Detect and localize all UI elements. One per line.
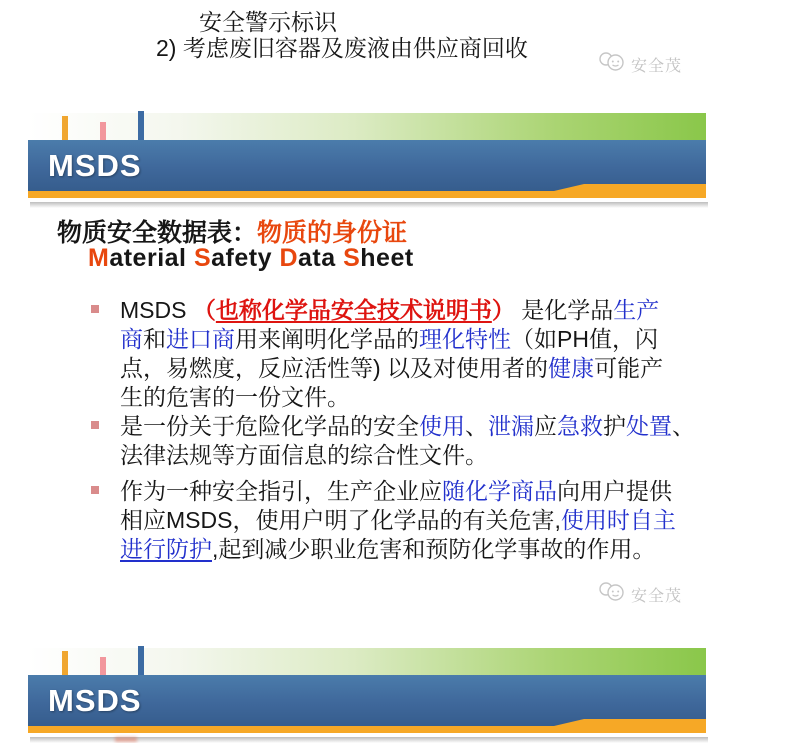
- prev-slide-text-line: 2) 考虑废旧容器及废液由供应商回收: [156, 35, 528, 61]
- text-segment: ata: [298, 244, 344, 272]
- text-segment: 生产: [613, 297, 660, 323]
- text-segment: M: [88, 244, 110, 272]
- text-segment: 可能产: [594, 355, 664, 381]
- chat-bubbles-logo-icon: [598, 581, 625, 607]
- text-segment: 生的危害的一份文件。: [120, 384, 350, 410]
- bullet-text-line: [120, 325, 663, 354]
- text-segment: 、: [465, 413, 488, 439]
- bullet-text-line: [120, 441, 695, 470]
- text-segment: 使用: [419, 413, 465, 439]
- slide-heading-en: [88, 244, 414, 273]
- text-segment: 相应MSDS，使用户明了化学品的有关危害,: [120, 507, 561, 533]
- watermark: [598, 581, 682, 607]
- bullet-text-line: [120, 296, 663, 325]
- text-segment: 进口商: [166, 326, 235, 352]
- text-segment: afety: [211, 244, 280, 272]
- text-segment: aterial: [109, 244, 194, 272]
- chat-bubbles-logo-icon: [598, 51, 625, 77]
- bullet-square-icon: [91, 421, 99, 429]
- text-segment: 泄漏: [488, 413, 534, 439]
- text-segment: 作为一种安全指引，生产企业应: [120, 478, 442, 504]
- orange-ribbon: [28, 717, 706, 737]
- accent-bar-pink: [100, 657, 106, 676]
- text-segment: 法律法规等方面信息的综合性文件。: [120, 442, 488, 468]
- text-segment: 进行防护: [120, 536, 212, 562]
- text-segment: 应: [534, 413, 557, 439]
- bullet-text-line: [120, 354, 663, 383]
- accent-bar-yellow: [62, 651, 68, 676]
- banner-shadow: [30, 202, 708, 208]
- text-segment: heet: [360, 244, 414, 272]
- text-segment: 使用时自主: [560, 507, 676, 533]
- bullet-text-line: [120, 477, 676, 506]
- text-segment: （如PH值，闪: [511, 326, 658, 352]
- text-segment: （: [192, 297, 216, 323]
- text-segment: 理化特性: [419, 326, 511, 352]
- bullet-text-line: [120, 535, 676, 564]
- text-segment: 和: [143, 326, 166, 352]
- green-gradient-strip: [28, 113, 706, 141]
- accent-bar-blue: [138, 646, 144, 676]
- text-segment: 也称化学品安全技术说明书: [215, 297, 492, 323]
- bullet-text-line: [120, 506, 676, 535]
- text-segment: 健康: [548, 355, 595, 381]
- watermark: [598, 51, 682, 77]
- accent-bar-blue: [138, 111, 144, 141]
- text-segment: D: [279, 244, 298, 272]
- text-segment: 物质安全数据表：: [57, 219, 258, 247]
- accent-bar-pink: [100, 122, 106, 141]
- bullet-text-line: [120, 412, 695, 441]
- text-segment: ）: [491, 297, 515, 323]
- prev-slide-text-line: 安全警示标识: [199, 9, 337, 35]
- text-segment: 随化学商品: [442, 478, 557, 504]
- bullet-item: [120, 412, 695, 470]
- text-segment: 商: [120, 326, 143, 352]
- orange-ribbon: [28, 182, 706, 202]
- banner-title: MSDS: [48, 148, 142, 183]
- bullet-square-icon: [91, 486, 99, 494]
- text-segment: S: [193, 244, 212, 272]
- text-segment: 是化学品: [514, 297, 614, 323]
- bullet-item: [120, 296, 663, 412]
- text-segment: 点，易燃度，反应活性等) 以及对使用者的: [120, 355, 549, 381]
- slide-header-banner: [28, 643, 706, 743]
- watermark-label: 安全茂: [631, 57, 683, 75]
- text-segment: S: [343, 244, 361, 272]
- text-segment: 护: [603, 413, 626, 439]
- text-segment: 、: [672, 413, 695, 439]
- text-segment: 物质的身份证: [257, 219, 408, 247]
- watermark-label: 安全茂: [631, 587, 683, 605]
- slide-header-banner: [28, 108, 706, 208]
- bullet-square-icon: [91, 305, 99, 313]
- text-segment: 是一份关于危险化学品的安全: [120, 413, 419, 439]
- bullet-item: [120, 477, 676, 564]
- banner-title: MSDS: [48, 683, 142, 718]
- text-segment: 急救: [557, 413, 603, 439]
- bullet-text-line: [120, 383, 663, 412]
- text-segment: 向用户提供: [557, 478, 672, 504]
- next-slide-text-fragment: [115, 737, 137, 742]
- text-segment: 用来阐明化学品的: [235, 326, 419, 352]
- text-segment: 处置: [626, 413, 672, 439]
- text-segment: ,起到减少职业危害和预防化学事故的作用。: [212, 536, 656, 562]
- accent-bar-yellow: [62, 116, 68, 141]
- text-segment: MSDS: [120, 297, 193, 323]
- green-gradient-strip: [28, 648, 706, 676]
